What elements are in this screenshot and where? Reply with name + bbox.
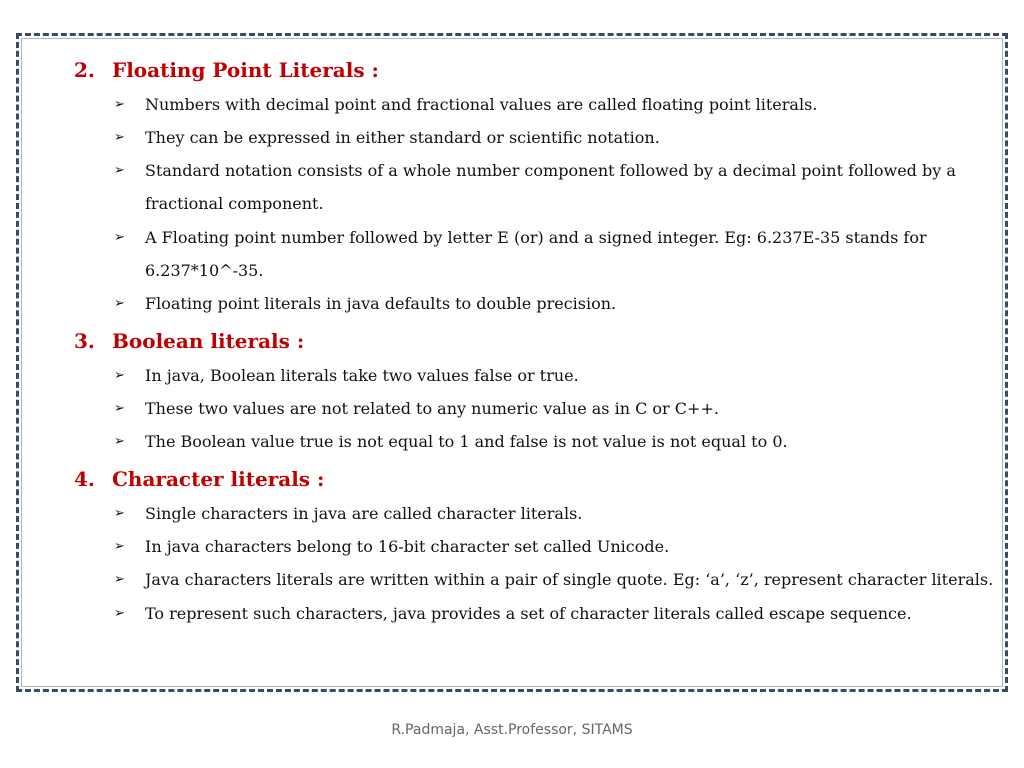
bullet-item: Single characters in java are called character literals. xyxy=(145,504,583,523)
section-number: 3. xyxy=(74,329,95,353)
bullet-item: Floating point literals in java defaults to double precision. xyxy=(145,294,617,313)
bullet-item: To represent such characters, java provides a set of character literals called escape sequence. xyxy=(145,604,912,623)
arrow-bullet-icon: ➢ xyxy=(114,230,125,245)
section-heading-floating-point xyxy=(74,58,379,82)
arrow-bullet-icon: ➢ xyxy=(114,97,125,112)
arrow-bullet-icon: ➢ xyxy=(114,539,125,554)
slide-footer: R.Padmaja, Asst.Professor, SITAMS xyxy=(391,722,633,738)
section-number: 2. xyxy=(74,58,95,82)
bullet-item: The Boolean value true is not equal to 1 and false is not value is not equal to 0. xyxy=(145,432,788,451)
arrow-bullet-icon: ➢ xyxy=(114,434,125,449)
section-number: 4. xyxy=(74,467,95,491)
section-heading-character xyxy=(74,467,324,491)
arrow-bullet-icon: ➢ xyxy=(114,130,125,145)
section-title: Floating Point Literals : xyxy=(112,58,379,82)
section-title: Character literals : xyxy=(112,467,325,491)
arrow-bullet-icon: ➢ xyxy=(114,368,125,383)
bullet-item-continuation: fractional component. xyxy=(145,194,324,213)
bullet-item-continuation: 6.237*10^-35. xyxy=(145,261,264,280)
bullet-item: In java characters belong to 16-bit character set called Unicode. xyxy=(145,537,670,556)
bullet-item: They can be expressed in either standard or scientific notation. xyxy=(145,128,660,147)
bullet-item: Java characters literals are written within a pair of single quote. Eg: ‘a’, ‘z’, represent character literals. xyxy=(145,570,994,589)
arrow-bullet-icon: ➢ xyxy=(114,163,125,178)
arrow-bullet-icon: ➢ xyxy=(114,506,125,521)
bullet-item: In java, Boolean literals take two values false or true. xyxy=(145,366,579,385)
section-heading-boolean xyxy=(74,329,304,353)
arrow-bullet-icon: ➢ xyxy=(114,401,125,416)
section-title: Boolean literals : xyxy=(112,329,305,353)
arrow-bullet-icon: ➢ xyxy=(114,606,125,621)
bullet-item: Numbers with decimal point and fractional values are called floating point literals. xyxy=(145,95,818,114)
arrow-bullet-icon: ➢ xyxy=(114,296,125,311)
bullet-item: Standard notation consists of a whole number component followed by a decimal point followed by a xyxy=(145,161,956,180)
bullet-item: A Floating point number followed by letter E (or) and a signed integer. Eg: 6.237E-35 stands for xyxy=(145,228,927,247)
arrow-bullet-icon: ➢ xyxy=(114,572,125,587)
bullet-item: These two values are not related to any numeric value as in C or C++. xyxy=(145,399,719,418)
